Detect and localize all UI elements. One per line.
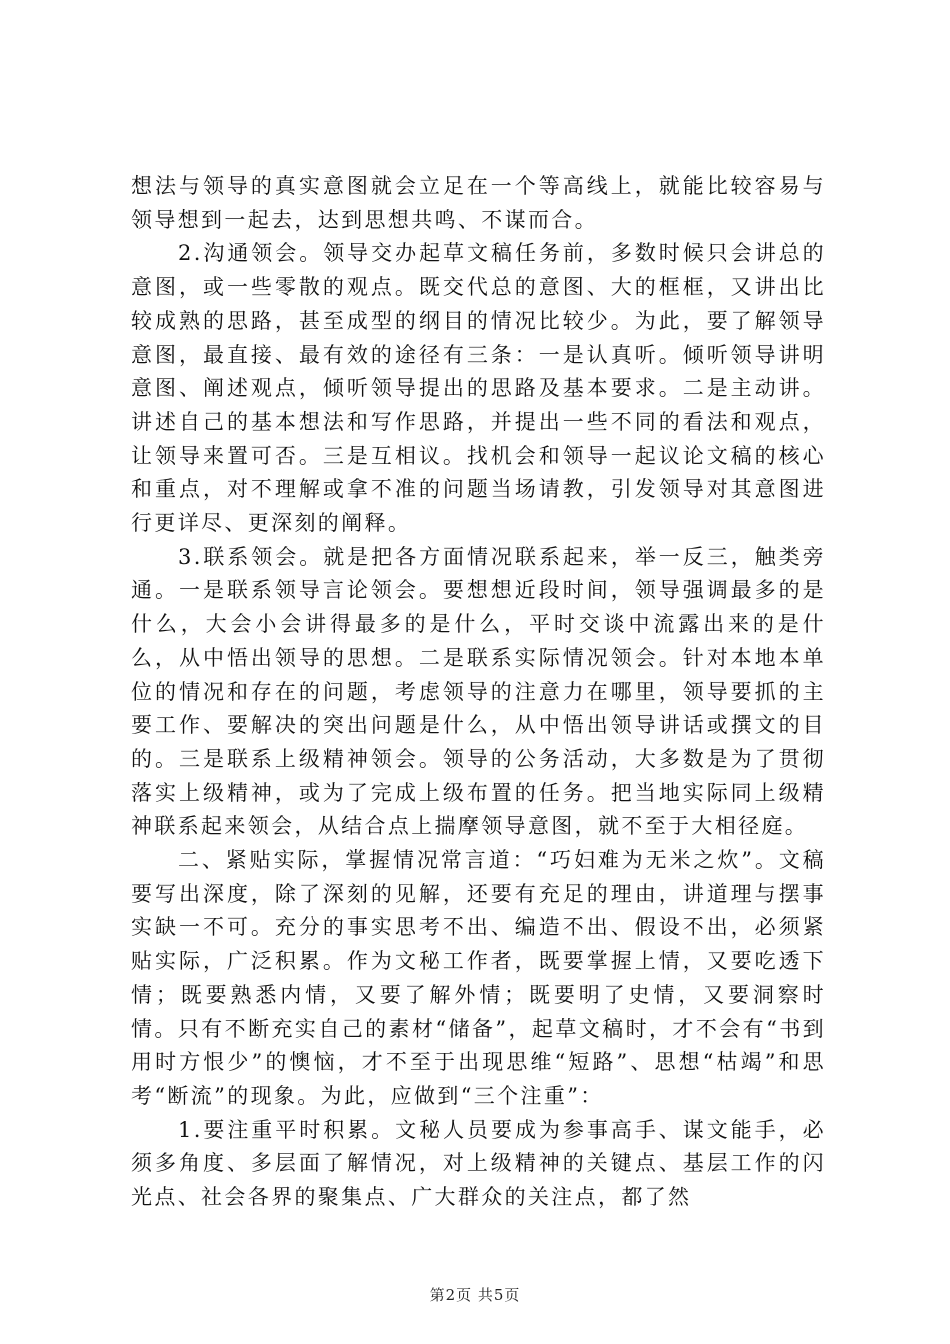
page-footer: 第2页 共5页 xyxy=(429,1286,521,1304)
paragraph-accumulation: 1.要注重平时积累。文秘人员要成为参事高手、谋文能手，必须多角度、多层面了解情况，对上级精神的关键点、基层工作的闪光点、社会各界的聚集点、广大群众的关注点，都了然 xyxy=(131,1117,826,1210)
document-body xyxy=(131,170,826,1215)
paragraph-connection: 3.联系领会。就是把各方面情况联系起来，举一反三，触类旁通。一是联系领导言论领会。要想想近段时间，领导强调最多的是什么，大会小会讲得最多的是什么，平时交谈中流露出来的是什么，从中悟出领导的思想。二是联系实际情况领会。针对本地本单位的情况和存在的问题，考虑领导的注意力在哪里，领导要抓的主要工作、要解决的突出问题是什么，从中悟出领导讲话或撰文的目的。三是联系上级精神领会。领导的公务活动，大多数是为了贯彻落实上级精神，或为了完成上级布置的任务。把当地实际同上级精神联系起来领会，从结合点上揣摩领导意图，就不至于大相径庭。 xyxy=(131,544,826,839)
paragraph-communication: 2.沟通领会。领导交办起草文稿任务前，多数时候只会讲总的意图，或一些零散的观点。既交代总的意图、大的框框，又讲出比较成熟的思路，甚至成型的纲目的情况比较少。为此，要了解领导意图，最直接、最有效的途径有三条：一是认真听。倾听领导讲明意图、阐述观点，倾听领导提出的思路及基本要求。二是主动讲。讲述自己的基本想法和写作思路，并提出一些不同的看法和观点，让领导来置可否。三是互相议。找机会和领导一起议论文稿的核心和重点，对不理解或拿不准的问题当场请教，引发领导对其意图进行更详尽、更深刻的阐释。 xyxy=(131,241,826,536)
paragraph-section-two: 二、紧贴实际，掌握情况常言道：“巧妇难为无米之炊”。文稿要写出深度，除了深刻的见解，还要有充足的理由，讲道理与摆事实缺一不可。充分的事实思考不出、编造不出、假设不出，必须紧贴实际，广泛积累。作为文秘工作者，既要掌握上情，又要吃透下情；既要熟悉内情，又要了解外情；既要明了史情，又要洞察时情。只有不断充实自己的素材“储备”，起草文稿时，才不会有“书到用时方恨少”的懊恼，才不至于出现思维“短路”、思想“枯竭”和思考“断流”的现象。为此，应做到“三个注重”： xyxy=(131,848,826,1108)
paragraph-continuation: 想法与领导的真实意图就会立足在一个等高线上，就能比较容易与领导想到一起去，达到思想共鸣、不谋而合。 xyxy=(131,174,826,232)
